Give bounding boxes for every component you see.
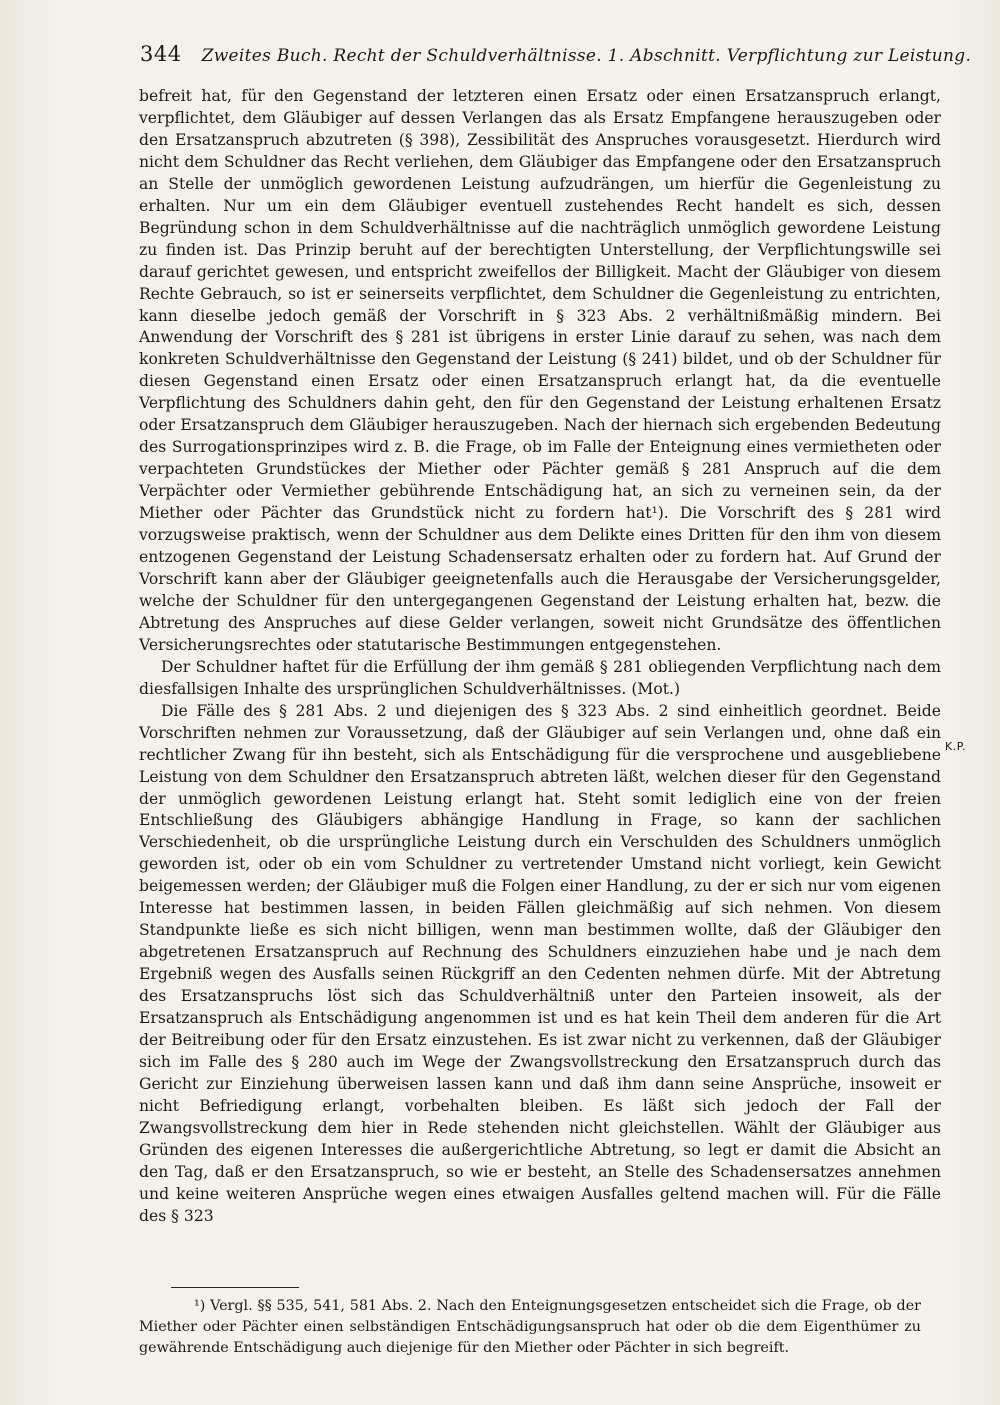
paragraph-3: Die Fälle des § 281 Abs. 2 und diejenigen des § 323 Abs. 2 sind einheitlich geordnet. Beide Vorschriften nehmen zur Voraussetzung, daß der Gläubiger auf sein Verlangen und, ohne daß ein rechtlicher Zwang für ihn besteht, sich als Entschädigung für die versprochene und ausgebliebene Leistung von dem Schuldner den Ersatzanspruch abtreten läßt, welchen dieser für den Gegenstand der unmöglich gewordenen Leistung erlangt hat. Steht somit lediglich eine von der freien Entschließung des Gläubigers abhängige Handlung in Frage, so kann der sachlichen Verschiedenheit, ob die ursprüngliche Leistung durch ein Verschulden des Schuldners unmöglich geworden ist, oder ob ein vom Schuldner zu vertretender Umstand nicht vorliegt, kein Gewicht beigemessen werden; der Gläubiger muß die Folgen einer Handlung, zu der er sich nur vom eigenen Interesse hat bestimmen lassen, in beiden Fällen gleichmäßig auf sich nehmen. Von diesem Standpunkte ließe es sich nicht billigen, wenn man bestimmen wollte, daß der Gläubiger den abgetretenen Ersatzanspruch auf Rechnung des Schuldners einzuziehen habe und je nach dem Ergebniß wegen des Ausfalls seinen Rückgriff an den Cedenten nehmen dürfe. Mit der Abtretung des Ersatzanspruchs löst sich das Schuldverhältniß unter den Parteien insoweit, als der Ersatzanspruch als Entschädigung angenommen ist und es hat kein Theil dem anderen für die Art der Beitreibung oder für den Ersatz einzustehen. Es ist zwar nicht zu verkennen, daß der Gläubiger sich im Falle des § 280 auch im Wege der Zwangsvollstreckung den Ersatzanspruch durch das Gericht zur Einziehung überweisen lassen kann und daß ihm dann seine Ansprüche, insoweit er nicht Befriedigung erlangt, vorbehalten bleiben. Es läßt sich jedoch der Fall der Zwangsvollstreckung dem hier in Rede stehenden nicht gleichstellen. Wählt der Gläubiger aus Gründen des eigenen Interesses die außergerichtliche Abtretung, so legt er damit die Absicht an den Tag, daß er den Ersatzanspruch, so wie er besteht, an Stelle des Schadensersatzes annehmen und keine weiteren Ansprüche wegen eines etwaigen Ausfalles geltend machen will. Für die Fälle des § 323 xyxy=(139,701,941,1225)
footnote-rule xyxy=(171,1287,299,1288)
running-head: Zweites Buch. Recht der Schuldverhältnisse. 1. Abschnitt. Verpflichtung zur Leistung. xyxy=(201,46,972,66)
paragraph-1: befreit hat, für den Gegenstand der letzteren einen Ersatz oder einen Ersatzanspruch erlangt, verpflichtet, dem Gläubiger auf dessen Verlangen das als Ersatz Empfangene herauszugeben oder den Ersatzanspruch abzutreten (§ 398), Zessibilität des Anspruches vorausgesetzt. Hierdurch wird nicht dem Schuldner das Recht verliehen, dem Gläubiger das Empfangene oder den Ersatzanspruch an Stelle der unmöglich gewordenen Leistung aufzudrängen, um hierfür die Gegenleistung zu erhalten. Nur um ein dem Gläubiger eventuell zustehendes Recht handelt es sich, dessen Begründung schon in dem Schuldverhältnisse auf die nachträglich unmöglich gewordene Leistung zu finden ist. Das Prinzip beruht auf der berechtigten Unterstellung, der Verpflichtungswille sei darauf gerichtet gewesen, und entspricht zweifellos der Billigkeit. Macht der Gläubiger von diesem Rechte Gebrauch, so ist er seinerseits verpflichtet, dem Schuldner die Gegenleistung zu entrichten, kann dieselbe jedoch gemäß der Vorschrift in § 323 Abs. 2 verhältnißmäßig mindern. Bei Anwendung der Vorschrift des § 281 ist übrigens in erster Linie darauf zu sehen, was nach dem konkreten Schuldverhältnisse den Gegenstand der Leistung (§ 241) bildet, und ob der Schuldner für diesen Gegenstand einen Ersatz oder einen Ersatzanspruch erlangt hat, da die eventuelle Verpflichtung des Schuldners dahin geht, den für den Gegenstand der Leistung erhaltenen Ersatz oder Ersatzanspruch dem Gläubiger herauszugeben. Nach der hiernach sich ergebenden Bedeutung des Surrogationsprinzipes wird z. B. die Frage, ob im Falle der Enteignung eines vermietheten oder verpachteten Grundstückes der Miether oder Pächter gemäß § 281 Anspruch auf die dem Verpächter oder Vermiether gebührende Entschädigung hat, an sich zu verneinen sein, da der Miether oder Pächter das Grundstück nicht zu fordern hat¹). Die Vorschrift des § 281 wird vorzugsweise praktisch, wenn der Schuldner aus dem Delikte eines Dritten für den ihm von diesem entzogenen Gegenstand der Leistung Schadensersatz erhalten oder zu fordern hat. Auf Grund der Vorschrift kann aber der Gläubiger geeignetenfalls auch die Herausgabe der Versicherungsgelder, welche der Schuldner für den untergegangenen Gegenstand der Leistung erhalten hat, bezw. die Abtretung des Anspruches auf diese Gelder verlangen, soweit nicht Grundsätze des öffentlichen Versicherungsrechtes oder statutarische Bestimmungen entgegenstehen. xyxy=(139,87,941,654)
page-number: 344 xyxy=(140,42,182,66)
page-header xyxy=(140,42,972,72)
margin-note: K.P. xyxy=(945,740,967,753)
paragraph-2: Der Schuldner haftet für die Erfüllung der ihm gemäß § 281 obliegenden Verpflichtung nach dem diesfallsigen Inhalte des ursprünglichen Schuldverhältnisses. (Mot.) xyxy=(139,657,941,698)
main-text xyxy=(139,86,941,1228)
footnote: ¹) Vergl. §§ 535, 541, 581 Abs. 2. Nach den Enteignungsgesetzen entscheidet sich die Frage, ob der Miether oder Pächter einen selbständigen Entschädigungsanspruch hat oder ob die dem Eigenthümer zu gewährende Entschädigung auch diejenige für den Miether oder Pächter in sich begreift. xyxy=(139,1298,921,1356)
